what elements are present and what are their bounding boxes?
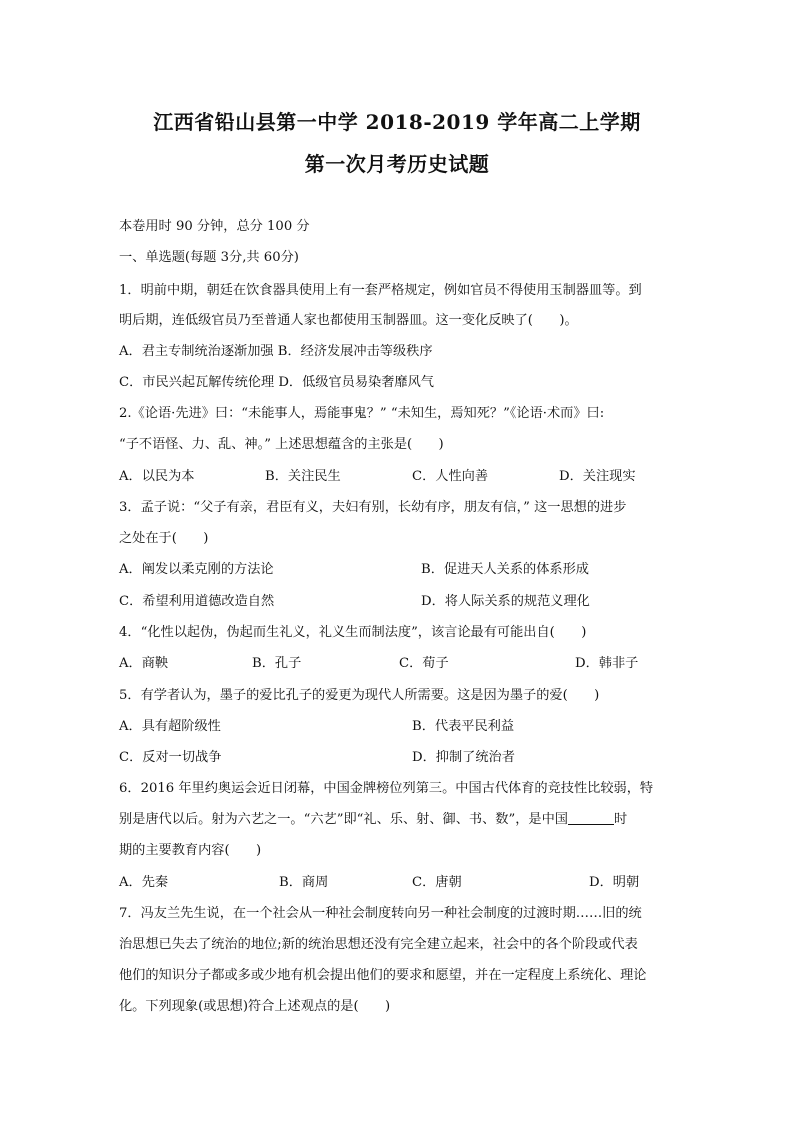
question-3-text: 3．孟子说：“父子有亲，君臣有义，夫妇有别，长幼有序，朋友有信，” 这一思想的进步	[119, 500, 627, 515]
option-c: C．希望利用道德改造自然	[119, 594, 275, 609]
question-7-text: 治思想已失去了统治的地位;新的统治思想还没有完全建立起来，社会中的各个阶段或代表	[119, 937, 638, 952]
option-d: D．关注现实	[559, 469, 636, 484]
question-2-options	[119, 467, 679, 487]
exam-intro: 本卷用时 90 分钟，总分 100 分	[119, 219, 310, 234]
question-1-options: A．君主专制统治逐渐加强 B．经济发展冲击等级秩序	[119, 344, 433, 359]
question-6-text	[119, 810, 679, 830]
question-5-options	[119, 748, 679, 768]
question-5-options	[119, 717, 679, 737]
section-heading: 一、单选题(每题 3分,共 60分)	[119, 250, 299, 265]
question-1-text: 1．明前中期，朝廷在饮食器具使用上有一套严格规定，例如官员不得使用玉制器皿等。到	[119, 283, 642, 298]
exam-title-line-1: 江西省铅山县第一中学 2018-2019 学年高二上学期	[153, 110, 641, 134]
option-c: C．反对一切战争	[119, 750, 222, 765]
option-a: A．商鞅	[119, 656, 169, 671]
option-d: D．明朝	[589, 875, 640, 890]
question-1-options: C．市民兴起瓦解传统伦理 D．低级官员易染奢靡风气	[119, 375, 434, 390]
option-c: C．荀子	[399, 656, 449, 671]
option-a: A．以民为本	[119, 469, 195, 484]
question-2-text: 2.《论语·先进》曰：“未能事人，焉能事鬼？” “未知生，焉知死？”《论语·术而》曰:	[119, 406, 605, 421]
question-4-text: 4．“化性以起伪，伪起而生礼义，礼义生而制法度”，该言论最有可能出自( )	[119, 625, 587, 640]
question-4-options	[119, 654, 679, 674]
question-7-text: 7．冯友兰先生说，在一个社会从一种社会制度转向另一种社会制度的过渡时期……旧的统	[119, 906, 642, 921]
option-b: B．孔子	[252, 656, 302, 671]
question-2-text: “子不语怪、力、乱、神。” 上述思想蕴含的主张是( )	[119, 437, 444, 452]
question-1-text: 明后期，连低级官员乃至普通人家也都使用玉制器皿。这一变化反映了( )。	[119, 313, 578, 328]
question-5-text: 5．有学者认为，墨子的爱比孔子的爱更为现代人所需要。这是因为墨子的爱( )	[119, 688, 600, 703]
question-3-text: 之处在于( )	[119, 531, 209, 546]
option-a: A．具有超阶级性	[119, 719, 221, 734]
option-c: C．人性向善	[412, 469, 489, 484]
option-c: C．唐朝	[412, 875, 462, 890]
question-7-text: 他们的知识分子都或多或少地有机会提出他们的要求和愿望，并在一定程度上系统化、理论	[119, 968, 647, 983]
question-3-options	[119, 560, 679, 580]
fill-in-blank	[568, 810, 614, 825]
exam-title-line-2: 第一次月考历史试题	[304, 152, 490, 176]
question-7-text: 化。下列现象(或思想)符合上述观点的是( )	[119, 999, 391, 1014]
option-d: D．韩非子	[575, 656, 639, 671]
option-b: B．商周	[279, 875, 329, 890]
option-b: B．代表平民利益	[412, 719, 515, 734]
option-a: A．阐发以柔克刚的方法论	[119, 562, 274, 577]
option-d: D．将人际关系的规范义理化	[421, 594, 590, 609]
question-6-text-part: 时	[613, 812, 628, 827]
question-6-options	[119, 873, 679, 893]
question-6-text-part: 别是唐代以后。射为六艺之一。“六艺”即“礼、乐、射、御、书、数”，是中国	[119, 812, 568, 827]
option-a: A．先秦	[119, 875, 169, 890]
option-d: D．抑制了统治者	[412, 750, 515, 765]
option-b: B．促进天人关系的体系形成	[421, 562, 589, 577]
option-b: B．关注民生	[265, 469, 341, 484]
question-6-text: 6．2016 年里约奥运会近日闭幕，中国金牌榜位列第三。中国古代体育的竞技性比较弱，特	[119, 781, 654, 796]
question-6-text: 期的主要教育内容( )	[119, 843, 262, 858]
question-3-options	[119, 592, 679, 612]
